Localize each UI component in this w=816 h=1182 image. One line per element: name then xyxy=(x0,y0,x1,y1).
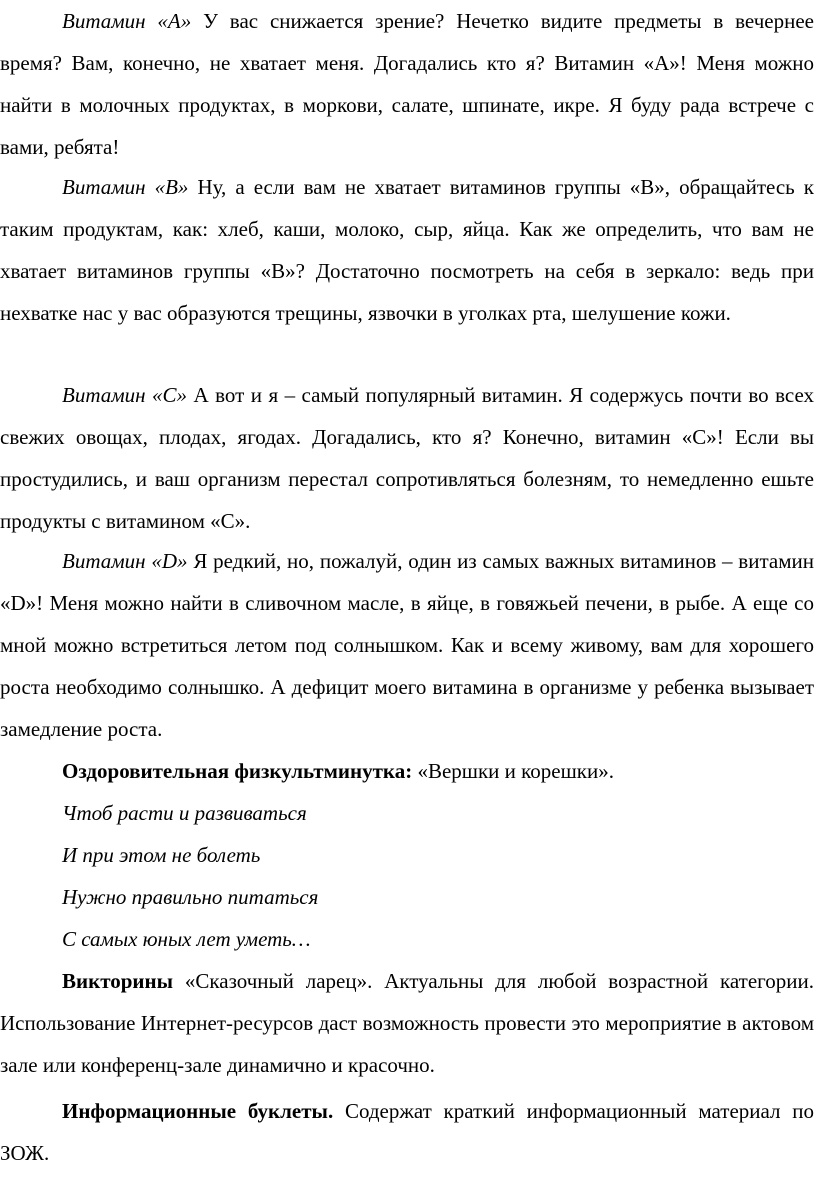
speaker-vitamin-c: Витамин «С» xyxy=(62,383,188,407)
heading-booklets: Информационные буклеты. xyxy=(62,1099,334,1123)
poem-line: Нужно правильно питаться xyxy=(62,885,319,909)
paragraph-vitamin-c xyxy=(0,374,814,542)
paragraph-vitamin-d xyxy=(0,540,814,750)
speaker-vitamin-b: Витамин «В» xyxy=(62,175,189,199)
speaker-vitamin-a: Витамин «А» xyxy=(62,9,192,33)
heading-quizzes: Викторины xyxy=(62,969,174,993)
text-vitamin-a: У вас снижается зрение? Нечетко видите предметы в вечернее время? Вам, конечно, не хватает меня. Догадались кто я? Витамин «А»! Меня можно найти в молочных продуктах, в моркови, салате, шпинате, икре. Я буду рада встрече с вами, ребята! xyxy=(0,9,814,159)
paragraph-vitamin-a xyxy=(0,0,814,168)
text-physical-break: «Вершки и корешки». xyxy=(412,759,614,783)
paragraph-physical-break xyxy=(0,750,814,792)
paragraph-vitamin-b xyxy=(0,166,814,334)
text-vitamin-d: Я редкий, но, пожалуй, один из самых важных витаминов – витамин «D»! Меня можно найти в сливочном масле, в яйце, в говяжьей печени, в рыбе. А еще со мной можно встретиться летом под солнышком. Как и всему живому, вам для хорошего роста необходимо солнышко. А дефицит моего витамина в организме у ребенка вызывает замедление роста. xyxy=(0,549,814,741)
text-quizzes: «Сказочный ларец». Актуальны для любой возрастной категории. Использование Интернет-ресурсов даст возможность провести это мероприятие в актовом зале или конференц-зале динамично и красочно. xyxy=(0,969,814,1077)
poem-line: С самых юных лет уметь… xyxy=(62,927,311,951)
heading-physical-break: Оздоровительная физкультминутка: xyxy=(62,759,413,783)
poem-line: Чтоб расти и развиваться xyxy=(62,801,307,825)
paragraph-booklets xyxy=(0,1090,814,1174)
poem-line: И при этом не болеть xyxy=(62,843,261,867)
speaker-vitamin-d: Витамин «D» xyxy=(62,549,188,573)
text-booklets: Содержат краткий информационный материал по ЗОЖ. xyxy=(0,1099,814,1165)
text-vitamin-b: Ну, а если вам не хватает витаминов группы «В», обращайтесь к таким продуктам, как: хлеб, каши, молоко, сыр, яйца. Как же определить, что вам не хватает витаминов группы «В»? Достаточно посмотреть на себя в зеркало: ведь при нехватке нас у вас образуются трещины, язвочки в уголках рта, шелушение кожи. xyxy=(0,175,814,325)
paragraph-quizzes xyxy=(0,960,814,1086)
text-vitamin-c: А вот и я – самый популярный витамин. Я содержусь почти во всех свежих овощах, плодах, ягодах. Догадались, кто я? Конечно, витамин «С»! Если вы простудились, и ваш организм перестал сопротивляться болезням, то немедленно ешьте продукты с витамином «С». xyxy=(0,383,815,533)
